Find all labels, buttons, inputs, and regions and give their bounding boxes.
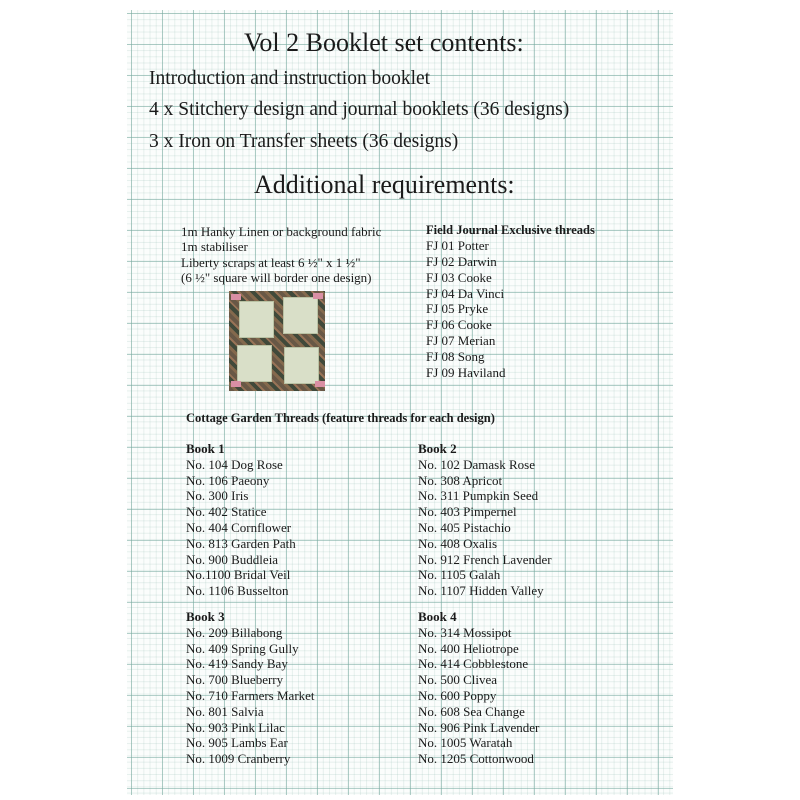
list-item: FJ 01 Potter (426, 238, 489, 254)
list-item: No. 404 Cornflower (186, 519, 292, 535)
book-2-title: Book 2 (418, 441, 457, 456)
list-item: No. 801 Salvia (186, 703, 264, 719)
list-item: No. 608 Sea Change (418, 703, 525, 719)
list-item: No. 1107 Hidden Valley (418, 583, 544, 599)
list-item: No. 300 Iris (186, 488, 249, 504)
list-item: No. 405 Pistachio (418, 519, 511, 535)
list-item: FJ 03 Cooke (426, 269, 492, 285)
list-item: No. 414 Cobblestone (418, 656, 529, 672)
list-item: No. 102 Damask Rose (418, 456, 535, 472)
list-item: No. 905 Lambs Ear (186, 735, 288, 751)
list-item: No. 314 Mossipot (418, 624, 512, 640)
requirement-item: (6 ½" square will border one design) (181, 269, 372, 285)
list-item: No. 400 Heliotrope (418, 640, 519, 656)
list-item: No. 600 Poppy (418, 687, 497, 703)
requirement-item: 1m Hanky Linen or background fabric (181, 224, 382, 239)
list-item: No. 500 Clivea (418, 672, 498, 688)
book-1-title: Book 1 (186, 441, 225, 456)
requirements-list (181, 224, 381, 285)
list-item: No. 912 French Lavender (418, 551, 552, 567)
quilt-photo (229, 291, 325, 391)
list-item: No. 311 Pumpkin Seed (418, 488, 539, 504)
page-title: Vol 2 Booklet set contents: (244, 28, 524, 57)
list-item: FJ 08 Song (426, 348, 485, 364)
list-item: FJ 05 Pryke (426, 301, 489, 317)
requirement-item: Liberty scraps at least 6 ½" x 1 ½" (181, 254, 361, 270)
list-item: No. 906 Pink Lavender (418, 719, 540, 735)
list-item: No. 408 Oxalis (418, 535, 498, 551)
list-item: FJ 04 Da Vinci (426, 285, 505, 301)
book-4-list (418, 609, 539, 767)
list-item: No. 308 Apricot (418, 472, 503, 488)
list-item: No. 1009 Cranberry (186, 751, 291, 767)
list-item: No. 403 Pimpernel (418, 504, 517, 520)
book-1-list (186, 441, 296, 599)
list-item: No. 710 Farmers Market (186, 687, 315, 703)
list-item: FJ 07 Merian (426, 333, 496, 349)
list-item: No. 106 Paeony (186, 472, 270, 488)
book-3-list (186, 609, 315, 767)
field-journal-list (426, 223, 595, 380)
book-4-title: Book 4 (418, 609, 457, 624)
contents-item-2: 4 x Stitchery design and journal booklets (36 designs) (149, 99, 570, 120)
list-item: No. 903 Pink Lilac (186, 719, 285, 735)
contents-item-3: 3 x Iron on Transfer sheets (36 designs) (149, 131, 459, 152)
list-item: No. 1205 Cottonwood (418, 751, 534, 767)
list-item: FJ 09 Haviland (426, 364, 506, 380)
list-item: No. 1105 Galah (418, 567, 501, 583)
list-item: No. 104 Dog Rose (186, 456, 283, 472)
field-journal-heading: Field Journal Exclusive threads (426, 223, 595, 237)
book-3-title: Book 3 (186, 609, 225, 624)
book-2-list (418, 441, 552, 599)
additional-title: Additional requirements: (254, 170, 515, 199)
list-item: No. 700 Blueberry (186, 672, 284, 688)
list-item: No. 419 Sandy Bay (186, 656, 288, 672)
list-item: No. 813 Garden Path (186, 535, 296, 551)
list-item: No.1100 Bridal Veil (186, 567, 291, 583)
list-item: No. 209 Billabong (186, 624, 283, 640)
list-item: No. 1005 Waratah (418, 735, 513, 751)
list-item: No. 900 Buddleia (186, 551, 279, 567)
list-item: FJ 02 Darwin (426, 254, 497, 270)
list-item: No. 409 Spring Gully (186, 640, 299, 656)
contents-item-1: Introduction and instruction booklet (149, 68, 431, 89)
list-item: No. 1106 Busselton (186, 583, 289, 599)
list-item: No. 402 Statice (186, 504, 267, 520)
list-item: FJ 06 Cooke (426, 317, 492, 333)
cottage-heading: Cottage Garden Threads (feature threads for each design) (186, 411, 495, 425)
requirement-item: 1m stabiliser (181, 239, 248, 255)
